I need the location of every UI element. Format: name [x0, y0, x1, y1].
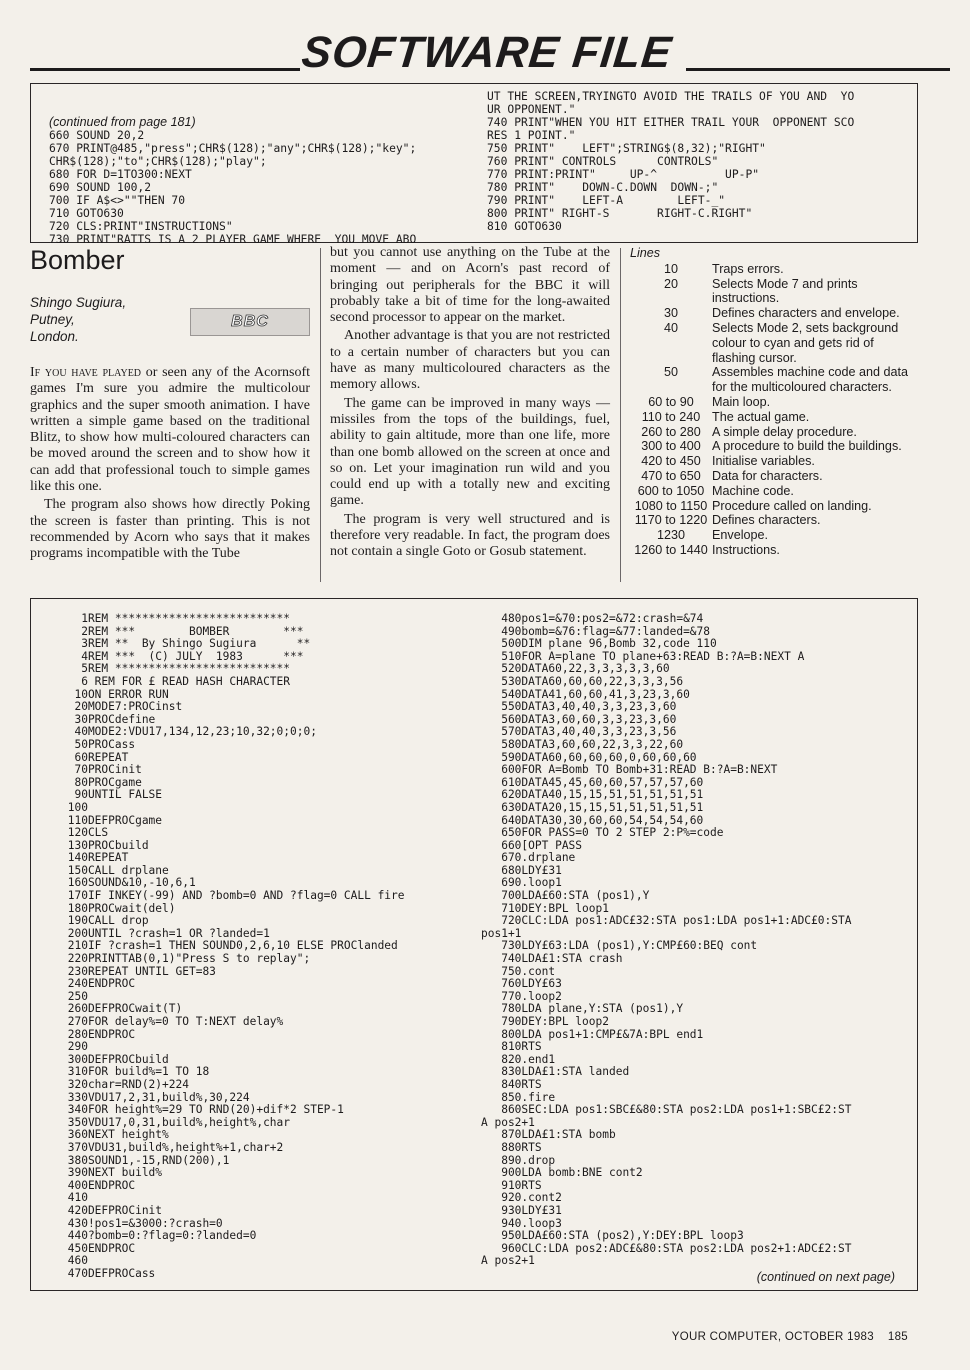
line-range: 50: [663, 365, 678, 380]
code-line: 270FOR delay%=0 TO T:NEXT delay%: [61, 1015, 284, 1028]
lines-table-row: [630, 439, 920, 454]
code-line: 100: [61, 800, 88, 814]
code-line: 340FOR height%=29 TO RND(20)+dif*2 STEP-1: [61, 1103, 344, 1117]
code-line: 880RTS: [481, 1140, 542, 1154]
line-description: Defines characters.: [712, 513, 821, 528]
code-line: UT THE SCREEN,TRYINGTO AVOID THE TRAILS OF YOU AND YO: [487, 90, 855, 103]
line-description: Selects Mode 2, sets background colour to cyan and gets rid of flashing cursor.: [712, 320, 899, 365]
code-line: 730 PRINT"RATTS IS A 2 PLAYER GAME WHERE YOU MOVE ABO: [49, 233, 417, 246]
line-description: A procedure to build the buildings.: [712, 439, 902, 454]
code-line: 110DEFPROCgame: [61, 813, 163, 827]
lines-table-row: [630, 306, 920, 321]
paragraph-text: or seen any of the Acornsoft games I'm sure you admire the multicolour graphics and the super smooth animation. I have written a simple game based on the traditional Blitz, to show how multi-coloured characters can be moved around the screen and to show how it can add that professional touch to simple games like this one.: [30, 365, 311, 495]
line-range: 10: [663, 261, 678, 276]
code-line: 810RTS: [481, 1040, 542, 1054]
code-line: 190CALL drop: [61, 914, 149, 928]
code-line: 200UNTIL ?crash=1 OR ?landed=1: [61, 926, 270, 940]
column-rule: [620, 248, 621, 582]
paragraph: but you cannot use anything on the Tube at the moment — and on Acorn's past record of bringing out peripherals for the BBC it will probably take a bit of time for the long-awaited second processor to appear on the market.: [330, 245, 610, 326]
line-description: Initialise variables.: [712, 454, 815, 469]
code-line: 710 GOTO630: [49, 207, 124, 220]
lines-table-row: [630, 484, 920, 499]
top-left-code: [49, 129, 479, 246]
code-line: 750 PRINT" LEFT";STRING$(8,32);"RIGHT": [487, 142, 766, 155]
code-line: 410: [61, 1191, 88, 1205]
code-line: 960CLC:LDA pos2:ADC£&80:STA pos2:LDA pos2+1:ADC£2:ST: [481, 1241, 852, 1255]
line-range: 260 to 280: [641, 424, 701, 439]
code-line: 620DATA40,15,15,51,51,51,51,51: [481, 788, 704, 802]
code-line: 850.fire: [481, 1090, 556, 1104]
code-line: 820.end1: [481, 1052, 556, 1066]
code-line: 20MODE7:PROCinst: [61, 700, 183, 714]
code-line: 560DATA3,60,60,3,3,23,3,60: [481, 712, 677, 726]
code-line: 790 PRINT" LEFT-A LEFT-_": [487, 194, 726, 207]
line-description: Assembles machine code and data for the multicoloured characters.: [712, 365, 909, 395]
code-line: 730LDY£63:LDA (pos1),Y:CMP£60:BEQ cont: [481, 939, 758, 953]
code-line: 310FOR build%=1 TO 18: [61, 1065, 210, 1079]
lines-table-row: [630, 262, 920, 277]
code-line: 630DATA20,15,15,51,51,51,51,51: [481, 800, 704, 814]
code-line: 290: [61, 1040, 88, 1054]
page-footer: [672, 1331, 908, 1343]
code-line: 260DEFPROCwait(T): [61, 1002, 183, 1016]
code-line: 910RTS: [481, 1178, 542, 1192]
paragraph: [30, 365, 310, 495]
code-line: 690.loop1: [481, 876, 562, 890]
paragraph: The program is very well structured and is therefore very readable. In fact, the program does not contain a single Goto or Gosub statement.: [330, 511, 610, 560]
code-line: 1REM **************************: [61, 612, 291, 625]
article-column-2: [330, 245, 610, 563]
lines-table-heading: Lines: [630, 246, 661, 260]
line-range: 300 to 400: [641, 439, 701, 454]
code-line: 610DATA45,45,60,60,57,57,57,60: [481, 775, 704, 789]
code-line: 440?bomb=0:?flag=0:?landed=0: [61, 1229, 257, 1243]
line-description: Machine code.: [712, 483, 794, 498]
code-line: 80PROCgame: [61, 775, 142, 789]
code-line: 320char=RND(2)+224: [61, 1077, 189, 1091]
code-line: 920.cont2: [481, 1191, 562, 1205]
code-line: 670 PRINT@485,"press";CHR$(128);"any";CHR$(128);"key";: [49, 142, 417, 155]
code-line: 760 PRINT" CONTROLS CONTROLS": [487, 155, 719, 168]
lines-table-row: [630, 469, 920, 484]
code-line: 590DATA60,60,60,60,0,60,60,60: [481, 750, 697, 764]
bottom-listing-left: [61, 613, 477, 1280]
code-line: 680 FOR D=1TO300:NEXT: [49, 168, 192, 181]
bottom-listing-box: [30, 598, 918, 1291]
code-line: 710DEY:BPL loop1: [481, 901, 609, 915]
code-line: 750.cont: [481, 964, 556, 978]
paragraph: Another advantage is that you are not restricted to a certain number of characters but you can have as many multicoloured characters as the memory allows.: [330, 328, 610, 393]
code-line: 520DATA60,22,3,3,3,3,3,60: [481, 662, 670, 676]
lines-table-row: [630, 499, 920, 514]
code-line: 120CLS: [61, 826, 109, 840]
lines-table-row: [630, 365, 920, 395]
line-description: Procedure called on landing.: [712, 498, 872, 513]
lead-in: If you have played: [30, 365, 142, 380]
code-line: 870LDA£1:STA bomb: [481, 1128, 616, 1142]
code-line: 700 IF A$<>""THEN 70: [49, 194, 186, 207]
header-rule-right: [686, 68, 950, 71]
code-line: 210IF ?crash=1 THEN SOUND0,2,6,10 ELSE PROClanded: [61, 939, 398, 953]
code-line: 530DATA60,60,60,22,3,3,3,56: [481, 674, 684, 688]
code-line: 450ENDPROC: [61, 1241, 136, 1255]
code-line: 420DEFPROCinit: [61, 1203, 163, 1217]
code-line: 660 SOUND 20,2: [49, 129, 145, 142]
code-line: 350VDU17,0,31,build%,height%,char: [61, 1115, 291, 1129]
line-range: 420 to 450: [641, 454, 701, 469]
code-line: 60REPEAT: [61, 750, 129, 764]
code-line: 220PRINTTAB(0,1)"Press S to replay";: [61, 952, 311, 966]
code-line: 940.loop3: [481, 1216, 562, 1230]
continued-next-note: (continued on next page): [756, 1270, 895, 1284]
code-line: 760LDY£63: [481, 977, 562, 991]
code-line: 6 REM FOR £ READ HASH CHARACTER: [61, 674, 291, 688]
code-line: 90UNTIL FALSE: [61, 788, 163, 802]
code-line: 640DATA30,30,60,60,54,54,54,60: [481, 813, 704, 827]
top-listing-right: [487, 90, 917, 233]
code-line: 670.drplane: [481, 851, 576, 865]
lines-table: [630, 246, 920, 558]
code-line: 4REM *** (C) JULY 1983 ***: [61, 649, 304, 663]
lines-table-row: [630, 543, 920, 558]
header-rule-left: [30, 68, 300, 71]
code-line: 780LDA plane,Y:STA (pos1),Y: [481, 1002, 684, 1016]
magazine-issue: YOUR COMPUTER, OCTOBER 1983: [671, 1331, 874, 1343]
line-range: 20: [663, 276, 678, 291]
code-line: 510FOR A=plane TO plane+63:READ B:?A=B:NEXT A: [481, 649, 805, 663]
code-line: 800 PRINT" RIGHT-S RIGHT-C.RIGHT": [487, 207, 753, 220]
code-line: 250: [61, 989, 88, 1003]
line-description: Selects Mode 7 and prints instructions.: [712, 276, 858, 306]
code-line: 400ENDPROC: [61, 1178, 136, 1192]
line-description: Traps errors.: [712, 261, 784, 276]
code-line: 650FOR PASS=0 TO 2 STEP 2:P%=code: [481, 826, 724, 840]
line-range: 110 to 240: [641, 409, 701, 424]
code-line: 430!pos1=&3000:?crash=0: [61, 1216, 223, 1230]
code-line: 690 SOUND 100,2: [49, 181, 152, 194]
code-line: RES 1 POINT.": [487, 129, 576, 142]
code-line: 900LDA bomb:BNE cont2: [481, 1166, 643, 1180]
paragraph: The program also shows how directly Poking the screen is faster than printing. This is not recommended by Acorn who says that it makes programs incompatible with the Tube: [30, 497, 310, 562]
line-range: 40: [663, 320, 678, 335]
code-line: UR OPPONENT.": [487, 103, 576, 116]
code-line: 500DIM plane 96,Bomb 32,code 110: [481, 637, 717, 651]
code-line: 470DEFPROCass: [61, 1266, 156, 1280]
code-line: 660[OPT PASS: [481, 838, 583, 852]
code-line: 580DATA3,60,60,22,3,3,22,60: [481, 737, 684, 751]
article-title: Bomber: [30, 245, 125, 275]
line-range: 60 to 90: [648, 394, 694, 409]
lines-table-row: [630, 454, 920, 469]
code-line: 280ENDPROC: [61, 1027, 136, 1041]
page-number: 185: [887, 1331, 908, 1343]
code-line: 240ENDPROC: [61, 977, 136, 991]
code-line: 180PROCwait(del): [61, 901, 176, 915]
line-range: 470 to 650: [641, 468, 701, 483]
code-line: 40MODE2:VDU17,134,12,23;10,32;0;0;0;: [61, 725, 317, 739]
code-line: 490bomb=&76:flag=&77:landed=&78: [481, 624, 711, 638]
code-line: 740 PRINT"WHEN YOU HIT EITHER TRAIL YOUR OPPONENT SCO: [487, 116, 855, 129]
code-line: A pos2+1: [481, 1254, 535, 1268]
line-description: Instructions.: [712, 542, 780, 557]
code-line: 3REM ** By Shingo Sugiura **: [61, 637, 311, 651]
line-range: 1080 to 1150: [634, 498, 708, 513]
code-line: CHR$(128);"to";CHR$(128);"play";: [49, 155, 267, 168]
author-name: Shingo Sugiura,: [30, 295, 127, 310]
code-line: 540DATA41,60,60,41,3,23,3,60: [481, 687, 690, 701]
author-block: [30, 294, 126, 345]
line-description: A simple delay procedure.: [712, 424, 857, 439]
paragraph: The game can be improved in many ways — missiles from the tops of the buildings, fuel, ability to gain altitude, more than one life, more than one bomb allowed on the screen at once and so on. Let your imagination run wild and you could end up with a totally new and exciting game.: [330, 395, 610, 509]
code-line: 130PROCbuild: [61, 838, 149, 852]
code-line: 390NEXT build%: [61, 1166, 163, 1180]
lines-table-row: [630, 528, 920, 543]
article-column-1: [30, 365, 310, 565]
code-line: 770 PRINT:PRINT" UP-^ UP-P": [487, 168, 760, 181]
code-line: 890.drop: [481, 1153, 556, 1167]
code-line: 380SOUND1,-15,RND(200),1: [61, 1153, 230, 1167]
code-line: 790DEY:BPL loop2: [481, 1015, 609, 1028]
code-line: 550DATA3,40,40,3,3,23,3,60: [481, 700, 677, 714]
code-line: 5REM **************************: [61, 662, 291, 676]
code-line: 770.loop2: [481, 989, 562, 1003]
code-line: 840RTS: [481, 1077, 542, 1091]
lines-table-row: [630, 321, 920, 365]
code-line: 810 GOTO630: [487, 220, 562, 233]
code-line: 50PROCass: [61, 737, 136, 751]
code-line: 2REM *** BOMBER ***: [61, 624, 304, 638]
code-line: 330VDU17,2,31,build%,30,224: [61, 1090, 250, 1104]
line-range: 1230: [656, 528, 686, 543]
code-line: 150CALL drplane: [61, 863, 169, 877]
section-title: SOFTWARE FILE: [299, 28, 675, 77]
lines-table-row: [630, 513, 920, 528]
code-line: 930LDY£31: [481, 1203, 562, 1217]
line-range: 600 to 1050: [637, 483, 705, 498]
line-description: Envelope.: [712, 528, 769, 543]
line-range: 1170 to 1220: [634, 513, 708, 528]
code-line: 70PROCinit: [61, 763, 142, 777]
lines-table-rows: [630, 262, 920, 558]
code-line: pos1+1: [481, 926, 522, 940]
line-description: The actual game.: [712, 409, 810, 424]
code-line: A pos2+1: [481, 1115, 535, 1129]
line-description: Defines characters and envelope.: [712, 306, 900, 321]
code-line: 370VDU31,build%,height%+1,char+2: [61, 1140, 284, 1154]
lines-table-row: [630, 277, 920, 307]
code-line: 300DEFPROCbuild: [61, 1052, 169, 1066]
lines-table-row: [630, 395, 920, 410]
code-line: 230REPEAT UNTIL GET=83: [61, 964, 216, 978]
code-line: 480pos1=&70:pos2=&72:crash=&74: [481, 612, 704, 625]
code-line: 140REPEAT: [61, 851, 129, 865]
bottom-listing-right: [481, 613, 917, 1268]
code-line: 600FOR A=Bomb TO Bomb+31:READ B:?A=B:NEXT: [481, 763, 778, 777]
code-line: 570DATA3,40,40,3,3,23,3,56: [481, 725, 677, 739]
code-line: 160SOUND&10,-10,6,1: [61, 876, 196, 890]
code-line: 360NEXT height%: [61, 1128, 169, 1142]
code-line: 10ON ERROR RUN: [61, 687, 169, 701]
top-listing-box: [30, 83, 918, 246]
bbc-badge: [190, 308, 310, 336]
line-description: Main loop.: [712, 394, 771, 409]
continued-from-note: (continued from page 181): [49, 115, 196, 129]
code-line: 720CLC:LDA pos1:ADC£32:STA pos1:LDA pos1+1:ADC£0:STA: [481, 914, 852, 928]
lines-table-row: [630, 410, 920, 425]
code-line: 460: [61, 1254, 88, 1268]
code-line: 30PROCdefine: [61, 712, 156, 726]
author-town: Putney,: [30, 312, 75, 327]
column-rule: [320, 248, 321, 582]
line-range: 30: [663, 306, 678, 321]
bbc-badge-label: BBC: [231, 313, 269, 330]
code-line: 740LDA£1:STA crash: [481, 952, 623, 966]
code-line: 800LDA pos1+1:CMP£&7A:BPL end1: [481, 1027, 704, 1041]
line-range: 1260 to 1440: [634, 542, 708, 557]
code-line: 720 CLS:PRINT"INSTRUCTIONS": [49, 220, 233, 233]
line-description: Data for characters.: [712, 468, 823, 483]
section-header: [30, 28, 950, 78]
code-line: 950LDA£60:STA (pos2),Y:DEY:BPL loop3: [481, 1229, 744, 1243]
author-city: London.: [30, 329, 79, 344]
code-line: 780 PRINT" DOWN-C.DOWN DOWN-;": [487, 181, 719, 194]
lines-table-row: [630, 425, 920, 440]
code-line: 680LDY£31: [481, 863, 562, 877]
code-line: 860SEC:LDA pos1:SBC£&80:STA pos2:LDA pos1+1:SBC£2:ST: [481, 1103, 852, 1117]
code-line: 700LDA£60:STA (pos1),Y: [481, 889, 650, 903]
code-line: 170IF INKEY(-99) AND ?bomb=0 AND ?flag=0 CALL fire: [61, 889, 405, 903]
code-line: 830LDA£1:STA landed: [481, 1065, 630, 1079]
